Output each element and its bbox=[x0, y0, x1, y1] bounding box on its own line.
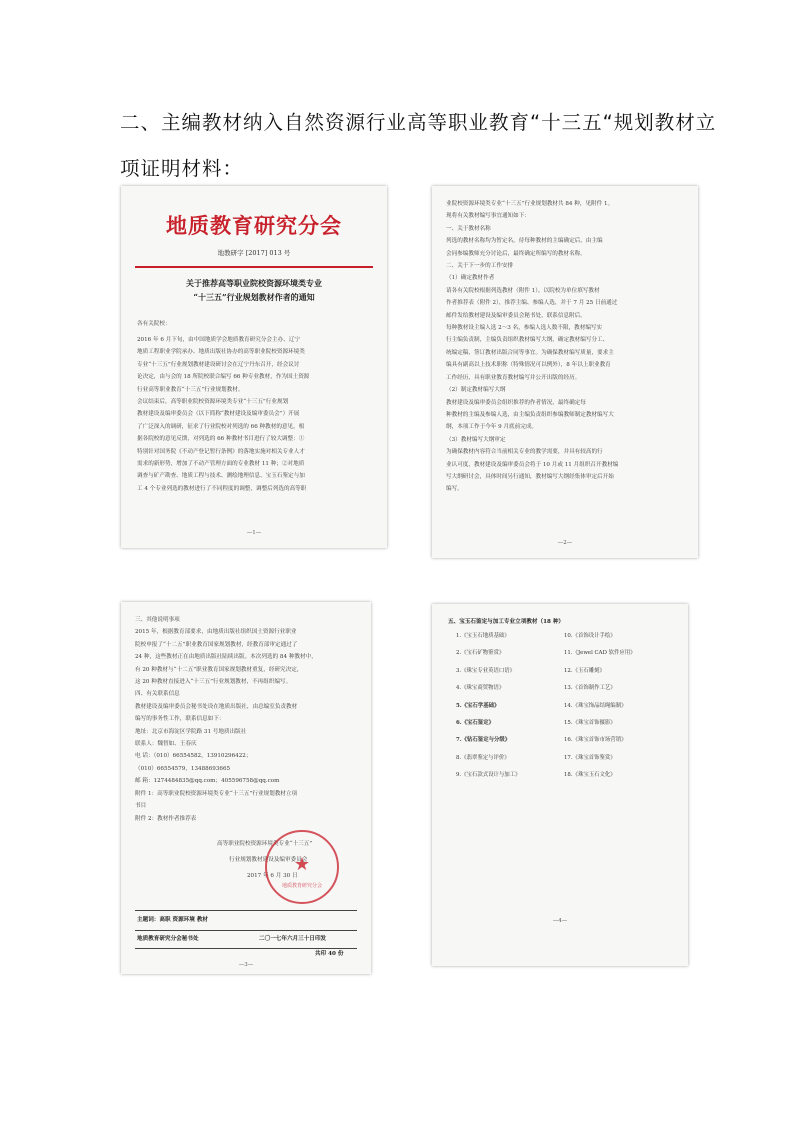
page-number: —3— bbox=[238, 962, 254, 968]
text-line: 2.《宝石矿物鉴赏》 bbox=[456, 650, 505, 657]
issue-date: 二〇一七年六月三十日印发 bbox=[259, 936, 327, 942]
text-line: 7.《钻石鉴定与分级》 bbox=[456, 737, 511, 744]
official-seal bbox=[265, 830, 339, 904]
text-line: 三、其他说明事项 bbox=[135, 617, 180, 623]
sign-line-2: 行业规划教材建设及编审委员会 bbox=[229, 857, 308, 863]
copies: 共印 40 份 bbox=[315, 951, 344, 957]
text-line: 教材建设及编审委员会组织推荐的作者情况，最终确定每 bbox=[446, 399, 586, 406]
text-line: 院校申报了“十二五”职业教育国家规划教材，经教育部审定通过了 bbox=[135, 641, 298, 648]
heading-line-1: 二、主编教材纳入自然资源行业高等职业教育“十三五“规划教材立 bbox=[120, 111, 717, 134]
text-line: 邮件发给教材建设及编审委员会秘书处，联系信息附后。 bbox=[446, 312, 586, 319]
text-line: 地质工程职业学院承办、地质出版社协办的高等职业院校资源环境类 bbox=[137, 349, 305, 356]
divider bbox=[135, 910, 357, 911]
text-line: 6.《宝石鉴定》 bbox=[456, 720, 494, 727]
section-heading bbox=[120, 100, 720, 192]
text-line: 邮 箱：1274484835@qq.com；405596758@qq.com bbox=[135, 778, 280, 785]
section-title: 五、宝玉石鉴定与加工专业立项教材（18 种） bbox=[448, 619, 565, 625]
text-line: 编写的事务性工作，联系信息如下： bbox=[135, 716, 225, 723]
salutation: 各有关院校： bbox=[137, 321, 171, 327]
text-line: 编写。 bbox=[446, 486, 463, 493]
text-line: 工 4 个专业列选的教材进行了不同程度的调整，调整后列选的高等职 bbox=[137, 485, 307, 492]
text-line: 14.《珠宝饰品结绳编制》 bbox=[564, 702, 627, 709]
text-line: 业认可度，教材建设及编审委员会将于 10 月或 11 月组织召开教材编 bbox=[446, 461, 619, 468]
text-line: 行主编负责制，主编负责组织教材编写大纲，确定教材编写分工、 bbox=[446, 337, 609, 344]
text-line: 特别针对国务院《不动产登记暂行条例》的落地实施对相关专业人才 bbox=[137, 448, 305, 455]
text-line: 附件 2：教材作者推荐表 bbox=[135, 815, 197, 822]
text-line: 2015 年，根据教育部要求，由地质出版社组织国土资源行业职业 bbox=[135, 629, 297, 636]
text-line: （010）66554579，13488693665 bbox=[135, 765, 231, 772]
text-line: （1）确定教材作者 bbox=[446, 275, 495, 282]
text-line: 17.《珠宝首饰鉴赏》 bbox=[564, 754, 616, 761]
seal-text: 地质教育研究分会 bbox=[281, 883, 322, 889]
text-line: 调查与矿产勘查、地质工程与技术、测绘地理信息、宝玉石鉴定与加 bbox=[137, 473, 305, 480]
text-line: 现将有关教材编写事宜通知如下： bbox=[446, 213, 530, 220]
text-line: 电 话：（010）66554582，13910296422； bbox=[135, 753, 252, 760]
page-3-body bbox=[135, 614, 361, 825]
text-line: 业院校资源环境类专业“十三五”行业规划教材共 84 种，见附件 1。 bbox=[446, 201, 614, 207]
text-line: 工作经历，具有职业教育教材编写并公开出版的经历。 bbox=[446, 374, 581, 381]
notice-title-line-1: 关于推荐高等职业院校资源环境类专业 bbox=[186, 278, 322, 288]
notice-title-line-2: “十三五”行业规划教材作者的通知 bbox=[193, 292, 315, 302]
red-divider bbox=[135, 266, 373, 268]
doc-number: 地教研字 [2017] 013 号 bbox=[217, 249, 291, 257]
text-line: 13.《首饰制作工艺》 bbox=[564, 685, 616, 692]
text-line: 18.《珠宝玉石文化》 bbox=[564, 772, 616, 779]
text-line: 会议结束后，高等职业院校资源环境类专业“十三五”行业规划 bbox=[137, 399, 289, 406]
text-line: 3.《珠宝专业英语口语》 bbox=[456, 667, 516, 674]
issuer: 地质教育研究分会秘书处 bbox=[137, 936, 199, 942]
text-line: 有 20 种教材与“十二五”职业教育国家规划教材重复，经研究决定， bbox=[135, 666, 303, 673]
text-line: 24 种，这些教材正在由地质出版社陆续出版。本次列选的 84 种教材中， bbox=[135, 654, 317, 661]
text-line: 地址：北京市海淀区学院路 31 号地质出版社 bbox=[135, 728, 247, 735]
text-line: 联系人：魏智如、王春庆 bbox=[135, 741, 197, 748]
book-list-right bbox=[564, 628, 636, 785]
text-line: 教材建设及编审委员会秘书处设在地质出版社，由总编室负责教材 bbox=[135, 703, 298, 710]
text-line: 种教材的主编及参编人选，由主编负责组织参编教师制定教材编写大 bbox=[446, 411, 614, 418]
sign-date: 2017 年 6 月 30 日 bbox=[247, 873, 298, 879]
text-line: 纲，本项工作于今年 9 月底前完成。 bbox=[446, 424, 538, 431]
text-line: 10.《首饰设计手绘》 bbox=[564, 633, 616, 639]
text-line: 5.《宝石学基础》 bbox=[456, 702, 500, 709]
text-line: 据各院校的意见反馈，对列选的 66 种教材书目进行了较大调整：① bbox=[137, 436, 305, 443]
book-list-left bbox=[456, 628, 520, 785]
text-line: 编具有副高以上技术职称（特殊情况可以例外），8 年以上职业教育 bbox=[446, 362, 611, 369]
text-line: 8.《翡翠鉴定与评价》 bbox=[456, 754, 510, 761]
text-line: 1.《宝玉石地质基础》 bbox=[456, 633, 510, 639]
heading-line-2: 项证明材料： bbox=[120, 157, 244, 180]
scan-page-1 bbox=[121, 186, 387, 548]
text-line: 写大纲研讨会，具体时间另行通知，教材编写大纲经集体审定后开始 bbox=[446, 473, 614, 480]
text-line: 4.《珠宝商贸物语》 bbox=[456, 685, 505, 692]
seal-star-icon: ★ bbox=[293, 854, 311, 875]
page-2-body bbox=[446, 198, 686, 496]
text-line: （3）教材编写大纲审定 bbox=[446, 436, 506, 443]
sign-line-1: 高等职业院校资源环境类专业“十三五” bbox=[217, 841, 313, 847]
text-line: 四、有关联系信息 bbox=[135, 691, 180, 698]
text-line: 作者推荐表（附件 2），推荐主编、参编人选，并于 7 月 25 日前通过 bbox=[446, 300, 618, 307]
scan-page-2 bbox=[432, 186, 698, 558]
text-line: 一、关于教材名称 bbox=[446, 225, 491, 232]
text-line: 16.《珠宝首饰市场营销》 bbox=[564, 737, 627, 744]
text-line: 15.《珠宝首饰摄影》 bbox=[564, 720, 616, 727]
text-line: 这 20 种教材直接进入“十三五”行业规划教材，不再组织编写。 bbox=[135, 679, 292, 686]
divider bbox=[135, 930, 357, 931]
text-line: 教材建设及编审委员会（以下简称“教材建设及编审委员会”）开展 bbox=[137, 411, 300, 418]
text-line: 二、关于下一步的工作安排 bbox=[446, 263, 514, 270]
text-line: 需求的新形势，增加了不动产管理方面的专业教材 11 种；②对地质 bbox=[137, 461, 305, 468]
text-line: 了广泛深入的调研，征求了行业院校对列选的 66 种教材的意见，根 bbox=[137, 423, 305, 430]
text-line: 书目 bbox=[135, 803, 147, 810]
page-number: —2— bbox=[557, 540, 573, 546]
text-line: 11.《Jewel CAD 软件应用》 bbox=[564, 650, 636, 657]
page-1-body bbox=[137, 334, 373, 495]
keywords: 主题词：高职 资源环境 教材 bbox=[137, 917, 209, 923]
text-line: 请各有关院校根据列选教材（附件 1），以院校为单位填写教材 bbox=[446, 287, 600, 294]
text-line: 列选的教材名称均为暂定名，待每种教材的主编确定后，由主编 bbox=[446, 238, 603, 245]
scan-page-3 bbox=[121, 602, 371, 974]
text-line: 附件 1：高等职业院校资源环境类专业“十三五”行业规划教材立项 bbox=[135, 790, 298, 797]
text-line: 统编定稿，签订教材出版合同等事宜。为确保教材编写质量，要求主 bbox=[446, 349, 614, 356]
text-line: 每种教材设主编人选 2～3 名，参编人选人数不限，教材编写实 bbox=[446, 325, 603, 332]
scan-page-4 bbox=[432, 604, 688, 966]
text-line: 12.《玉石雕刻》 bbox=[564, 667, 605, 674]
text-line: 2016 年 6 月下旬，由中国地质学会地质教育研究分会主办、辽宁 bbox=[137, 337, 300, 343]
text-line: 9.《宝石款式设计与加工》 bbox=[456, 772, 521, 779]
text-line: 行业高等职业教育“十三五”行业规划教材。 bbox=[137, 386, 244, 393]
text-line: 会同参编教师充分讨论后，最终确定所编写的教材名称。 bbox=[446, 250, 586, 257]
text-line: 为确保教材内容符合当前相关专业的教学需要，并具有较高的行 bbox=[446, 449, 603, 456]
page-number: —1— bbox=[246, 530, 262, 536]
org-title: 地质教育研究分会 bbox=[166, 213, 342, 238]
page-number: —4— bbox=[552, 918, 568, 924]
text-line: （2）制定教材编写大纲 bbox=[446, 387, 506, 394]
text-line: 专业“十三五”行业规划教材建设研讨会在辽宁丹东召开，经会议讨 bbox=[137, 361, 300, 368]
text-line: 论决定，由与会的 18 所院校联合编写 66 种专业教材，作为国土资源 bbox=[137, 374, 310, 381]
